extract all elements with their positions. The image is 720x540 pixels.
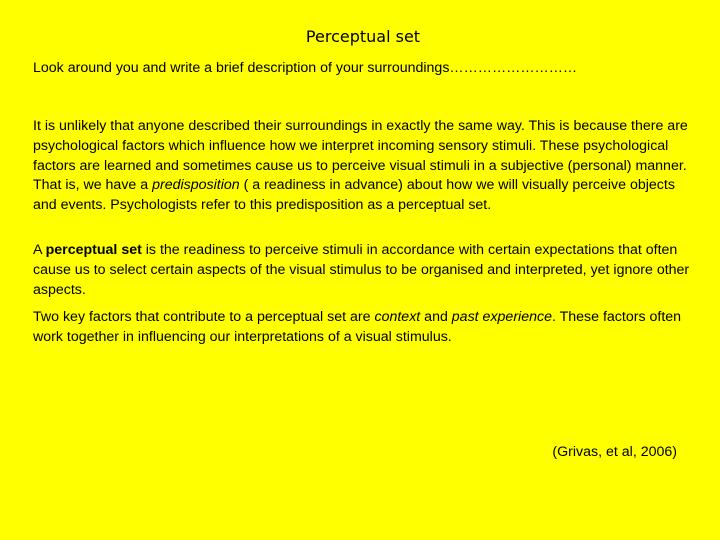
paragraph-2-before: A <box>33 242 46 258</box>
paragraph-1-before: It is unlikely that anyone described their surroundings in exactly the same way. This is because there are psychological factors which influence how we interpret incoming sensory stimuli. These psychological factors are learned and sometimes cause us to perceive visual stimuli in a subjective (personal) manner. That is, we have a <box>33 118 688 194</box>
paragraph-3 <box>33 308 693 348</box>
slide-title: Perceptual set <box>305 27 421 46</box>
prompt-text: Look around you and write a brief description of your surroundings……………………… <box>33 60 578 76</box>
perceptual-set-term: perceptual set <box>45 242 142 258</box>
predisposition-term: predisposition <box>152 177 240 194</box>
paragraph-1 <box>33 117 693 216</box>
paragraph-2-after: is the readiness to perceive stimuli in accordance with certain expectations that often cause us to select certain aspects of the visual stimulus to be organised and interpreted, yet ignore other aspects. <box>33 242 690 298</box>
paragraph-3-before: Two key factors that contribute to a perceptual set are <box>33 309 375 325</box>
context-term: context <box>374 309 421 325</box>
paragraph-3-after: . These factors often work together in influencing our interpretations of a visual stimulus. <box>33 309 682 345</box>
paragraph-1-after: ( a readiness in advance) about how we will visually perceive objects and events. Psychologists refer to this predisposition as a perceptual set. <box>33 177 675 214</box>
citation: (Grivas, et al, 2006) <box>552 444 677 460</box>
paragraph-2 <box>33 241 693 300</box>
paragraph-3-middle: and <box>420 309 452 325</box>
past-experience-term: past experience <box>451 309 552 325</box>
